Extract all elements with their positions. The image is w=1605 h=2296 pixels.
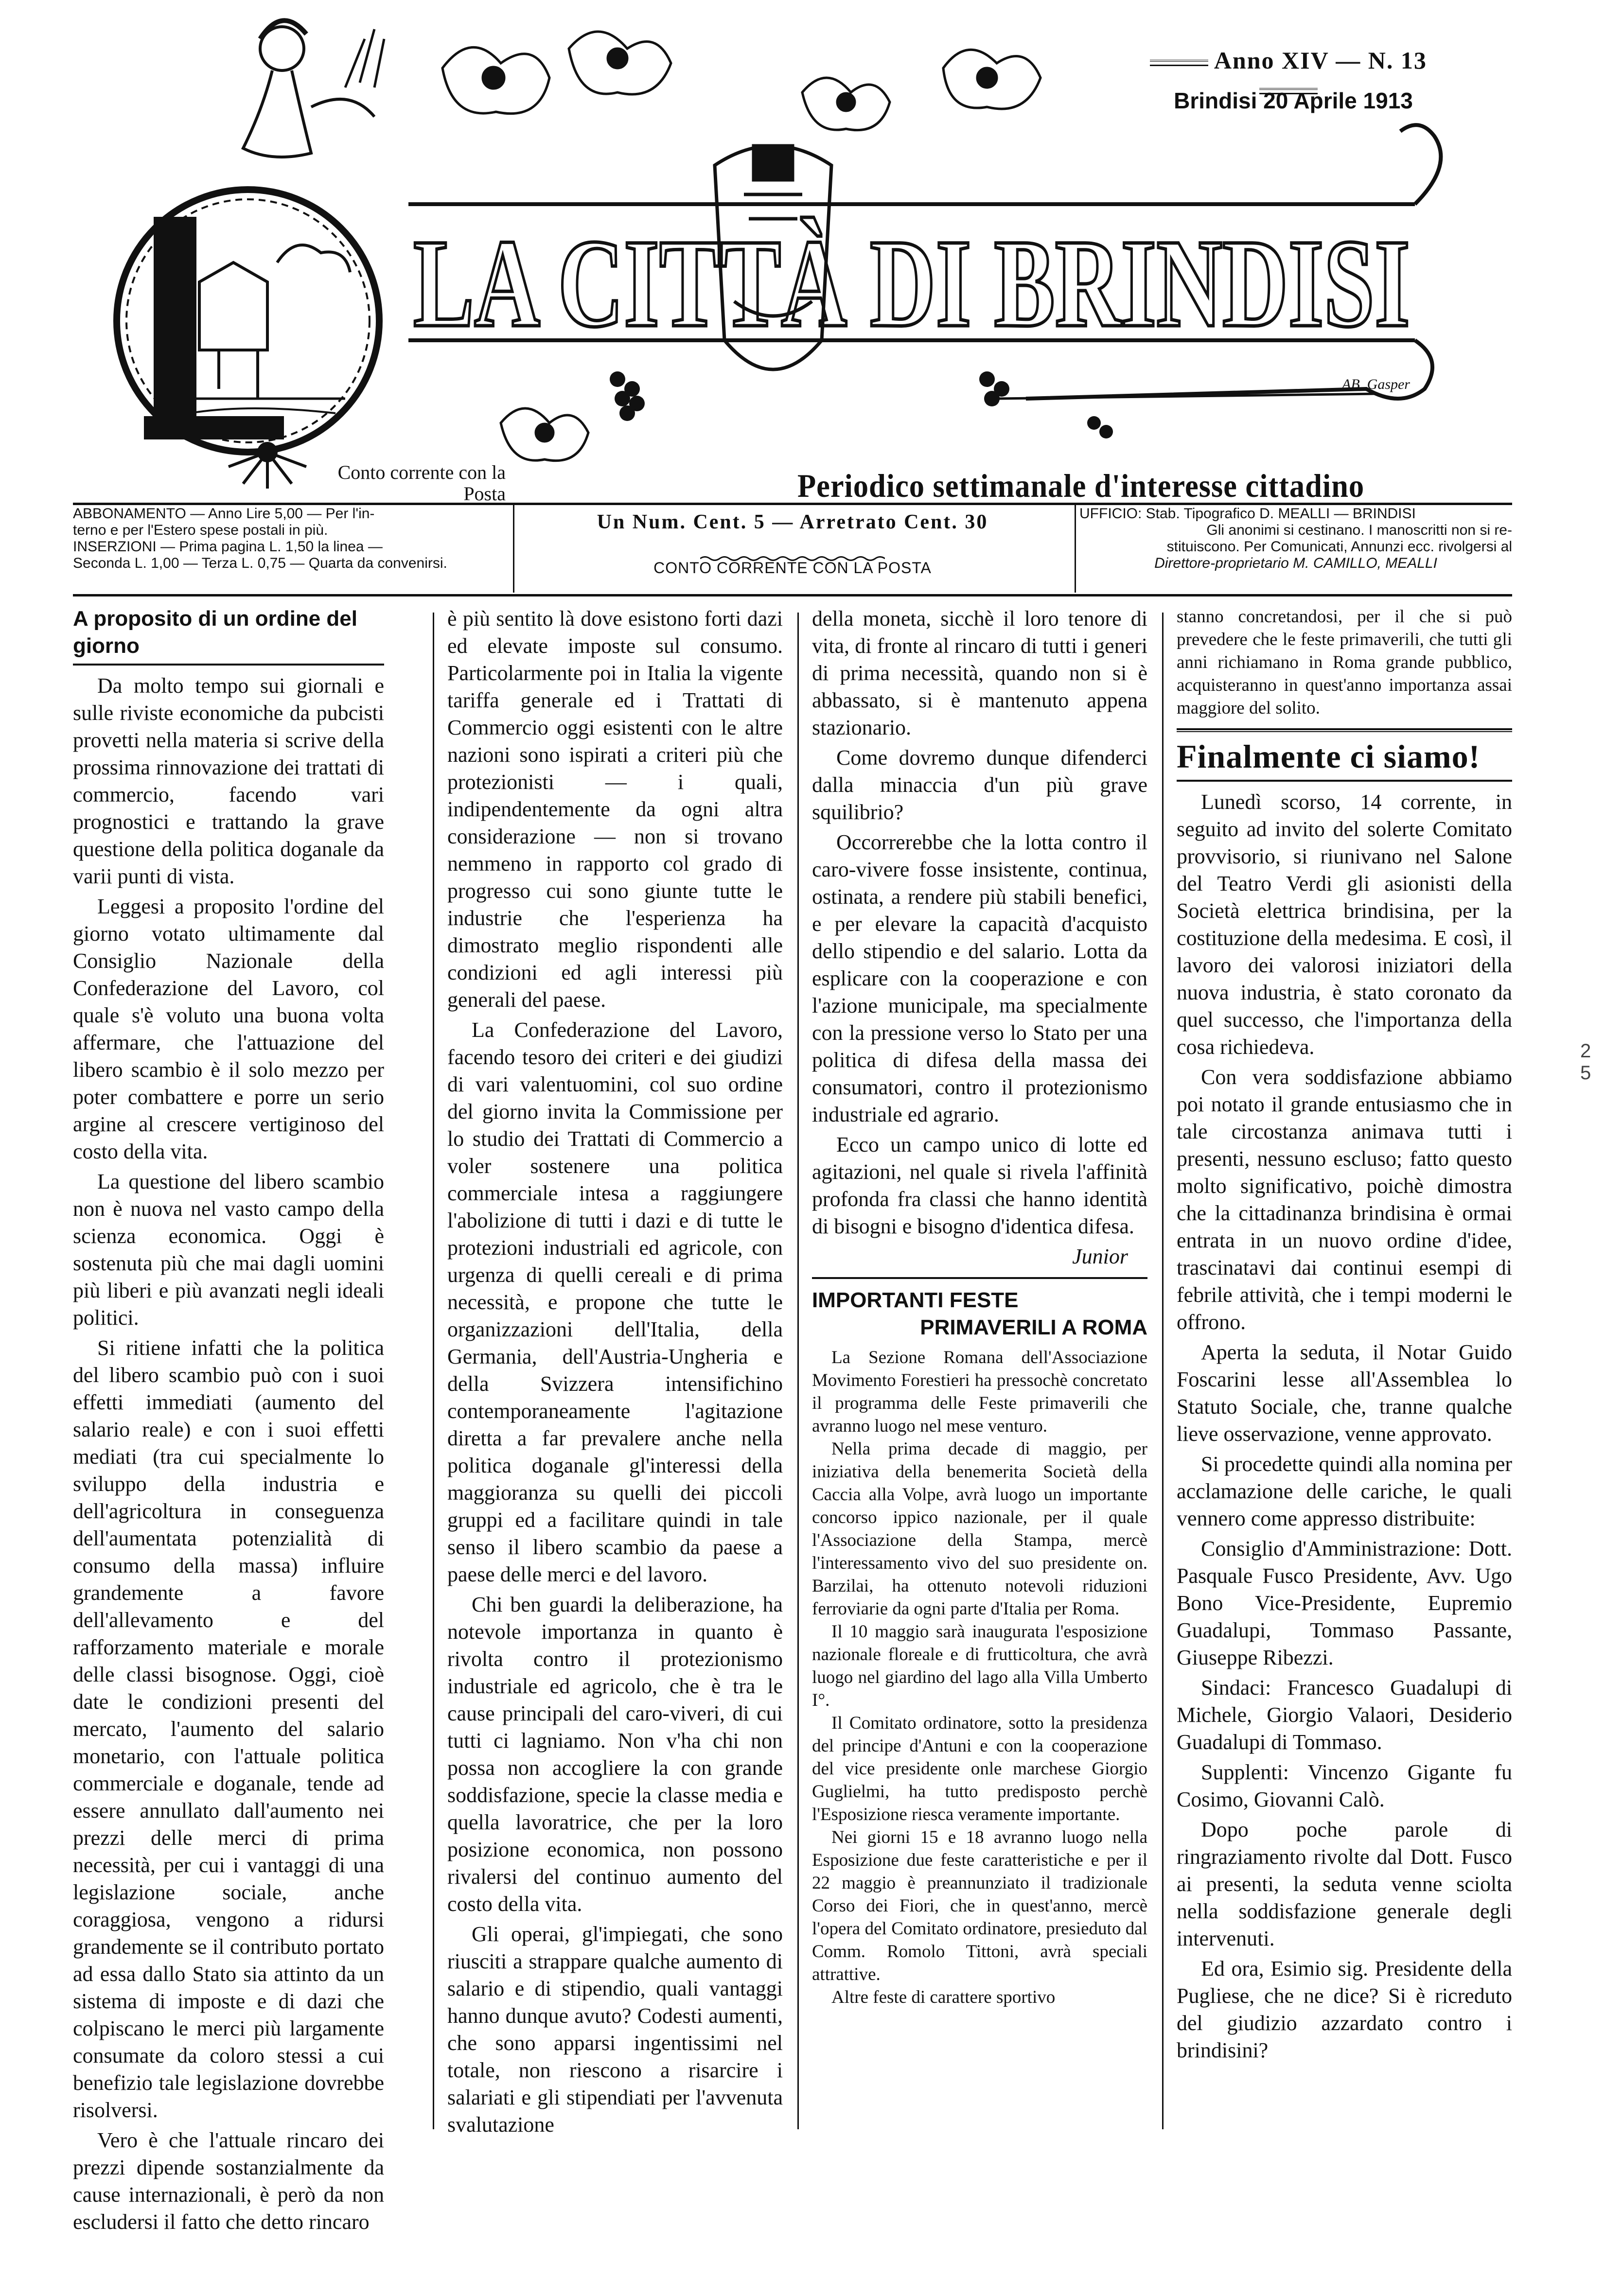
article-paragraph: Con vera soddisfazione abbiamo poi notato il grande entusiasmo che in tale circostanza animava tutti i presenti, nessuno escluso; fatto questo molto significativo, poichè dimostra che la cittadinanza brindisina è ormai entrata in un nuovo ordine d'idee, trascinatavi dai continui esempi di febrile attività, che i tempi moderni le offrono. bbox=[1177, 1065, 1512, 1334]
article-paragraph: Chi ben guardi la deliberazione, ha notevole importanza in quanto è rivolta contro il protezionismo industriale ed agricolo, che è tra le cause principali del caro-viveri, di cui tutti ci lagniamo. Non v'ha chi non possa non accogliere la con grande soddisfazione, specie la classe media e quella lavoratrice, che per la loro posizione economica, non possono rivalersi del continuo aumento del costo della vita. bbox=[447, 1593, 783, 1916]
allegorical-figure bbox=[243, 20, 384, 157]
masthead-title-lettering: LA CITTÀ DI BRINDISI bbox=[413, 213, 1410, 353]
ornamental-l-emblem bbox=[117, 190, 379, 452]
artist-signature: AB. Gasper bbox=[1342, 376, 1410, 392]
feste-paragraph: stanno concretandosi, per il che si può prevedere che le feste primaverili, che tutti gli anni richiamano in Roma grande pubblico, acquisteranno in quest'anno importanza assai maggiore del solito. bbox=[1177, 607, 1512, 718]
feste-paragraph: Altre feste di carattere sportivo bbox=[831, 1987, 1056, 2007]
office-box bbox=[1079, 506, 1512, 572]
article-paragraph: Leggesi a proposito l'ordine del giorno votato ultimamente dal Consiglio Nazionale della Confederazione del Lavoro, col quale s'è voluto una buona volta affermare, che l'attuazione del libero scambio è il solo mezzo per poter combattere e porre un serio argine al crescere vertiginoso del costo della vita. bbox=[73, 894, 384, 1163]
column-4 bbox=[1177, 605, 1512, 2067]
conto-corrente-note: Conto corrente con la Posta bbox=[337, 461, 506, 505]
column-1 bbox=[73, 605, 384, 2239]
section-rule bbox=[812, 1277, 1147, 1279]
wavy-ornament bbox=[700, 555, 885, 562]
article-paragraph: Dopo poche parole di ringraziamento rivolte dal Dott. Fusco ai presenti, la seduta venne sciolta nella soddisfazione generale degli intervenuti. bbox=[1177, 1818, 1512, 1950]
feste-continuation bbox=[1177, 605, 1512, 719]
column-separator bbox=[1162, 613, 1164, 2129]
article-paragraph: Come dovremo dunque difenderci dalla minaccia d'un più grave squilibrio? bbox=[812, 746, 1147, 824]
feste-paragraph: Nei giorni 15 e 18 avranno luogo nella Esposizione due feste caratteristiche e per il 22 maggio è preannunziato il tradizionale Corso dei Fiori, che in quest'anno, mercè l'opera del Comitato ordinatore, presieduto dal Comm. Romolo Tittoni, avrà speciali attrattive. bbox=[812, 1827, 1147, 1984]
article-paragraph: è più sentito là dove esistono forti dazi ed elevate imposte sul consumo. Particolarmente poi in Italia la vigente tariffa generale ed i Trattati di Commercio oggi esistenti con le altre nazioni sono ispirati a criteri più che protezionisti — i quali, indipendentemente da ogni altra considerazione — non si trovano nemmeno in rapporto col grado di progresso cui sono giunte tutte le industrie che l'esperienza ha dimostrato meglio rispondenti alle condizioni ed agli interessi più generali del paese. bbox=[447, 607, 783, 1012]
feste-paragraph: La Sezione Romana dell'Associazione Movimento Forestieri ha pressochè concretato il programma delle Feste primaverili che avranno luogo nel mese venturo. bbox=[812, 1348, 1147, 1436]
feste-paragraph: Nella prima decade di maggio, per iniziativa della benemerita Società della Caccia alla Volpe, avrà luogo un importante concorso ippico nazionale, per il quale l'Associazione della Stampa, mercè l'interessamento vivo del suo presidente on. Barzilai, ha ottenuto notevoli riduzioni ferroviarie da ogni parte d'Italia per Roma. bbox=[812, 1439, 1147, 1619]
article-paragraph: Si ritiene infatti che la politica del libero scambio può con i suoi effetti immediati (aumento del salario reale) e con i suoi effetti mediati (tra cui specialmente lo sviluppo della industria e dell'agricoltura in conseguenza dell'aumentata potenzialità di consumo della massa) influire grandemente a favore dell'allevamento e del rafforzamento materiale e morale delle classi bisognose. Oggi, cioè date le condizioni presenti del mercato, l'aumento del salario monetario, con l'attuale politica commerciale e doganale, tende ad essere annullato dall'aumento nei prezzi delle merci di prima necessità, per cui i vantaggi di una legislazione sociale, anche coraggiosa, vengono a ridursi grandemente se il contributo portato ad essa dallo Stato sia attinto da un sistema di imposte e di dazi che colpiscano le merci più largamente consumate da coloro stessi a cui benefizio tale legislazione dovrebbe risolversi. bbox=[73, 1336, 384, 2122]
feste-paragraph: Il Comitato ordinatore, sotto la presidenza del principe d'Antuni e con la cooperazione del vice presidente onle marchese Giorgio Guglielmi, ha tutto predisposto perchè l'Esposizione riesca veramente importante. bbox=[812, 1713, 1147, 1824]
office-line: Direttore-proprietario M. CAMILLO, MEALLI bbox=[1154, 555, 1437, 571]
article-paragraph: La Confederazione del Lavoro, facendo tesoro dei criteri e dei giudizi di vari valentuomini, col suo ordine del giorno invita la Commissione per lo studio dei Trattati di Commercio a voler sostenere una politica commerciale intesa a raggiungere l'abolizione di tutti i dazi e di tutte le protezioni industriali ed agricole, con urgenza di quelli cereali e di prima necessità, e propone che tutte le organizzazioni dell'Italia, della Germania, dell'Austria-Ungheria e della Svizzera intensifichino contemporaneamente l'agitazione diretta a far prevalere anche nella politica doganale gl'interessi della maggioranza su quelli dei piccoli gruppi ed a facilitare quindi in tale senso il libero scambio da paese a paese delle merci e del lavoro. bbox=[447, 1018, 783, 1586]
subscription-line: terno e per l'Estero spese postali in più. bbox=[73, 522, 328, 538]
section-rule bbox=[1177, 731, 1512, 732]
article-paragraph: Consiglio d'Amministrazione: Dott. Pasquale Fusco Presidente, Avv. Ugo Bono Vice-Presidente, Eupremio Guadalupi, Tommaso Passante, Giuseppe Ribezzi. bbox=[1177, 1537, 1512, 1669]
article-title-ordine: A proposito di un ordine del giorno bbox=[73, 607, 357, 658]
title-rule bbox=[1177, 780, 1512, 782]
article-paragraph: Gli operai, gl'impiegati, che sono riusciti a strappare qualche aumento di salario e di stipendio, quali vantaggi hanno dunque avuto? Codesti aumenti, che sono apparsi ingentissimi nel totale, non riescono a risarcire i salariati e gli stipendiati per l'avvenuta svalutazione bbox=[447, 1922, 783, 2137]
article-title-finalmente: Finalmente ci siamo! bbox=[1177, 738, 1481, 775]
info-divider bbox=[1075, 503, 1076, 593]
conto-corrente-label: CONTO CORRENTE CON LA POSTA bbox=[653, 559, 932, 577]
feste-title-line-2: PRIMAVERILI A ROMA bbox=[920, 1315, 1147, 1339]
info-divider bbox=[513, 503, 514, 593]
article-paragraph: Aperta la seduta, il Notar Guido Foscarini lesse all'Assemblea lo Statuto Sociale, che, tranne qualche lieve osservazione, venne approvato. bbox=[1177, 1340, 1512, 1446]
article-paragraph: Si procedette quindi alla nomina per acclamazione delle cariche, le quali vennero come appresso distribuite: bbox=[1177, 1452, 1512, 1530]
article-paragraph: Da molto tempo sui giornali e sulle riviste economiche da pubcisti provetti nella materia si scrive della prossima rinnovazione dei trattati di commercio, facendo vari prognostici e trattando la grave questione della politica doganale da varii punti di vista. bbox=[73, 674, 384, 888]
issue-text: Anno XIV — N. 13 bbox=[1214, 47, 1427, 74]
insertion-line: Seconda L. 1,00 — Terza L. 0,75 — Quarta da convenirsi. bbox=[73, 555, 447, 571]
article-paragraph: Ed ora, Esimio sig. Presidente della Pugliese, che ne dice? Si è ricreduto del giudizio azzardato contro i brindisini? bbox=[1177, 1957, 1512, 2062]
info-top-rule bbox=[73, 503, 1512, 505]
subscription-box bbox=[73, 506, 511, 572]
article-paragraph: Vero è che l'attuale rincaro dei prezzi dipende sostanzialmente da cause internazionali, è però da non escludersi il fatto che detto rincaro bbox=[73, 2128, 384, 2234]
issue-price: Un Num. Cent. 5 — Arretrato Cent. 30 bbox=[597, 511, 988, 533]
column-separator bbox=[433, 613, 434, 2129]
column-2 bbox=[447, 605, 783, 2141]
feste-paragraph: Il 10 maggio sarà inaugurata l'esposizione nazionale floreale e di frutticoltura, che avrà luogo nel giardino del lago alla Villa Umberto I°. bbox=[812, 1622, 1147, 1710]
periodical-subtitle: Periodico settimanale d'interesse cittadino bbox=[797, 467, 1365, 504]
article-paragraph: Supplenti: Vincenzo Gigante fu Cosimo, Giovanni Calò. bbox=[1177, 1760, 1512, 1811]
article-paragraph: Occorrerebbe che la lotta contro il caro-vivere fosse insistente, continua, ostinata, a rendere più stabili benefici, e per elevare la capacità d'acquisto dello stipendio e del salario. Lotta da esplicare con la cooperazione e con l'azione municipale, ma specialmente con la pressione verso lo Stato per una politica di difesa della massa dei consumatori, contro il protezionismo industriale ed agrario. bbox=[812, 830, 1147, 1126]
office-line: UFFICIO: Stab. Tipografico D. MEALLI — BRINDISI bbox=[1079, 506, 1416, 522]
column-separator bbox=[797, 613, 799, 2129]
feste-title-line-1: IMPORTANTI FESTE bbox=[812, 1288, 1019, 1312]
grapes-ornament bbox=[610, 371, 1113, 438]
info-bottom-rule bbox=[73, 594, 1512, 596]
office-line: Gli anonimi si cestinano. I manoscritti non si re- bbox=[1206, 522, 1512, 538]
issue-left-rule bbox=[1150, 60, 1208, 66]
price-box bbox=[515, 510, 1070, 577]
article-signature: Junior bbox=[1072, 1244, 1128, 1268]
feste-body bbox=[812, 1346, 1147, 2009]
insertion-line: INSERZIONI — Prima pagina L. 1,50 la linea — bbox=[73, 539, 383, 555]
article-paragraph: Ecco un campo unico di lotte ed agitazioni, nel quale si rivela l'affinità profonda fra classi che hanno identità di bisogni e bisogno d'identica difesa. bbox=[812, 1133, 1147, 1238]
article-paragraph: Lunedì scorso, 14 corrente, in seguito ad invito del solerte Comitato provvisorio, si riunivano nel Salone del Teatro Verdi gli asionisti della Società elettrica brindisina, per la costituzione della medesima. E così, il lavoro dei valorosi iniziatori della nuova industria, è stato coronato da quel successo, che l'importanza della cosa richiedeva. bbox=[1177, 790, 1512, 1059]
section-rule bbox=[1177, 728, 1512, 730]
margin-mark: 2 5 bbox=[1580, 1040, 1591, 1084]
article-paragraph: La questione del libero scambio non è nuova nel vasto campo della scienza economica. Oggi è sostenuta più che mai dagli uomini più liberi e più avanzati negli ideali politici. bbox=[73, 1170, 384, 1330]
office-line: stituiscono. Per Comunicati, Annunzi ecc. rivolgersi al bbox=[1166, 539, 1512, 555]
article-paragraph: Sindaci: Francesco Guadalupi di Michele, Giorgio Valaori, Desiderio Guadalupi di Tommaso. bbox=[1177, 1676, 1512, 1754]
title-rule bbox=[73, 664, 384, 666]
column-3 bbox=[812, 605, 1147, 2009]
subscription-line: ABBONAMENTO — Anno Lire 5,00 — Per l'in- bbox=[73, 506, 375, 522]
issue-date: Brindisi 20 Aprile 1913 bbox=[1174, 88, 1413, 113]
article-paragraph: della moneta, sicchè il loro tenore di vita, di fronte al rincaro di tutti i generi di prima necessità, quando non si è abbassato, si è mantenuto appena stazionario. bbox=[812, 607, 1147, 739]
